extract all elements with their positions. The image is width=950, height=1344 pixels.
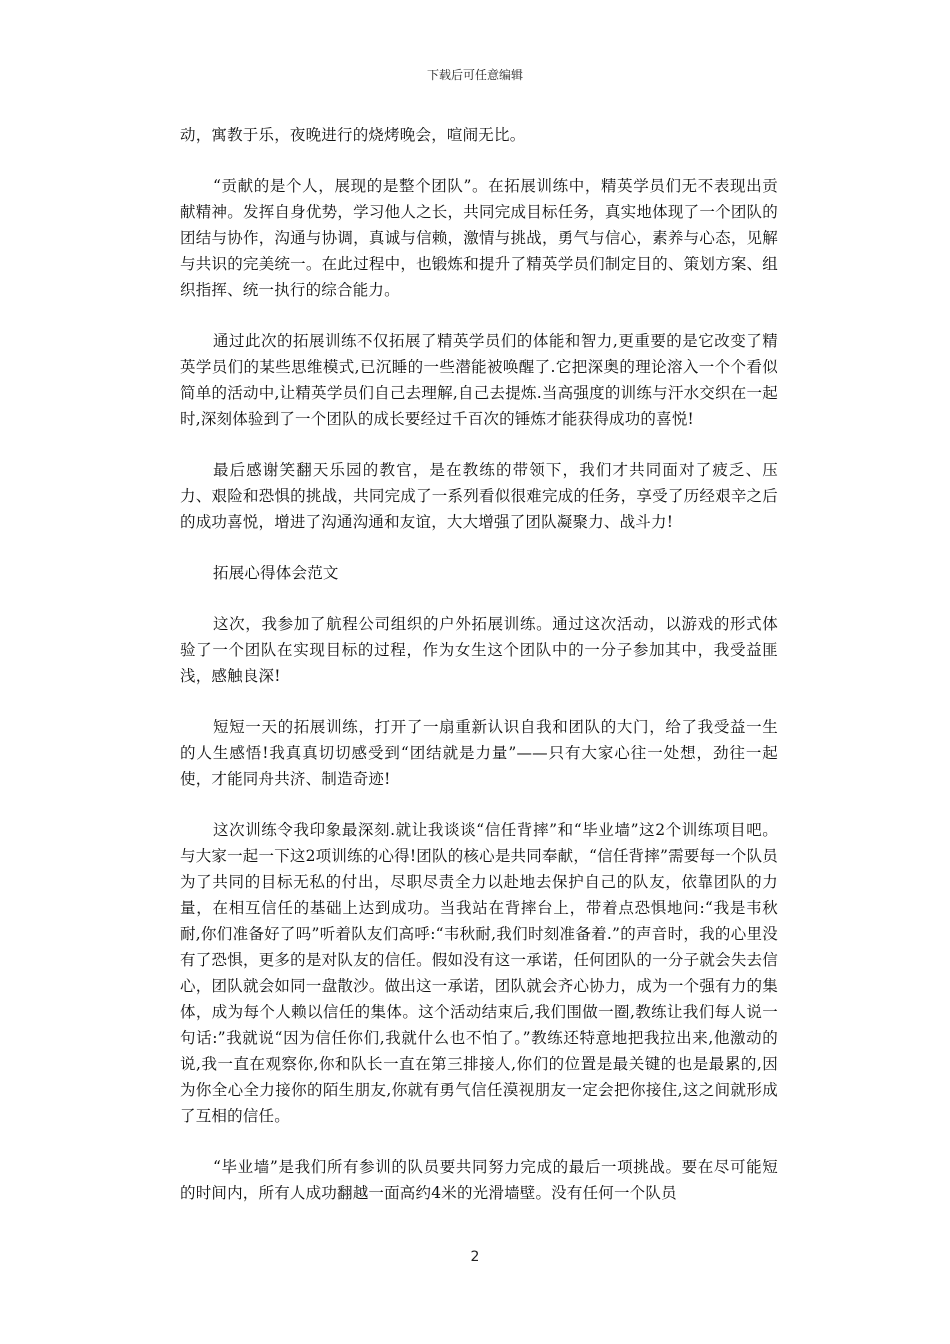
- document-body: [180, 122, 778, 1206]
- paragraph-training-benefits: 通过此次的拓展训练不仅拓展了精英学员们的体能和智力,更重要的是它改变了精英学员们的某些思维模式,已沉睡的一些潜能被唤醒了.它把深奥的理论溶入一个个看似简单的活动中,让精英学员们自己去理解,自己去提炼.当高强度的训练与汗水交织在一起时,深刻体验到了一个团队的成长要经过千百次的锤炼才能获得成功的喜悦!: [180, 332, 778, 428]
- paragraph-trust-fall: 这次训练令我印象最深刻.就让我谈谈“信任背摔”和“毕业墙”这2个训练项目吧。与大家一起一下这2项训练的心得!团队的核心是共同奉献，“信任背摔”需要每一个队员为了共同的目标无私的付出，尽职尽责全力以赴地去保护自己的队友，依靠团队的力量，在相互信任的基础上达到成功。当我站在背摔台上，带着点恐惧地问:“我是韦秋耐,你们准备好了吗”听着队友们高呼:“韦秋耐,我们时刻准备着.”的声音时，我的心里没有了恐惧，更多的是对队友的信任。假如没有这一承诺，任何团队的一分子就会失去信心，团队就会如同一盘散沙。做出这一承诺，团队就会齐心协力，成为一个强有力的集体，成为每个人赖以信任的集体。这个活动结束后,我们围做一圈,教练让我们每人说一句话:”我就说“因为信任你们,我就什么也不怕了。”教练还特意地把我拉出来,他激动的说,我一直在观察你,你和队长一直在第三排接人,你们的位置是最关键的也是最累的,因为你全心全力接你的陌生朋友,你就有勇气信任漠视朋友一定会把你接住,这之间就形成了互相的信任。: [180, 821, 778, 1125]
- paragraph-continuation: 动，寓教于乐，夜晚进行的烧烤晚会，喧闹无比。: [180, 126, 526, 144]
- page-number: 2: [470, 1249, 480, 1265]
- paragraph-thanks: 最后感谢笑翻天乐园的教官，是在教练的带领下，我们才共同面对了疲乏、压力、艰险和恐惧的挑战，共同完成了一系列看似很难完成的任务，享受了历经艰辛之后的成功喜悦，增进了沟通沟通和友谊，大大增强了团队凝聚力、战斗力!: [180, 461, 778, 531]
- page-header: 下载后可任意编辑: [426, 68, 523, 82]
- section-heading: 拓展心得体会范文: [213, 564, 339, 582]
- paragraph-intro: 这次，我参加了航程公司组织的户外拓展训练。通过这次活动，以游戏的形式体验了一个团队在实现目标的过程，作为女生这个团队中的一分子参加其中，我受益匪浅，感触良深!: [180, 615, 778, 685]
- paragraph-contribution: “贡献的是个人，展现的是整个团队”。在拓展训练中，精英学员们无不表现出贡献精神。发挥自身优势，学习他人之长，共同完成目标任务，真实地体现了一个团队的团结与协作，沟通与协调，真诚与信赖，激情与挑战，勇气与信心，素养与心态，见解与共识的完美统一。在此过程中，也锻炼和提升了精英学员们制定目的、策划方案、组织指挥、统一执行的综合能力。: [180, 177, 778, 299]
- paragraph-insight: 短短一天的拓展训练，打开了一扇重新认识自我和团队的大门，给了我受益一生的人生感悟!我真真切切感受到“团结就是力量”——只有大家心往一处想，劲往一起使，才能同舟共济、制造奇迹!: [180, 718, 778, 788]
- paragraph-graduation-wall: “毕业墙”是我们所有参训的队员要共同努力完成的最后一项挑战。要在尽可能短的时间内，所有人成功翻越一面高约4米的光滑墙壁。没有任何一个队员: [180, 1158, 778, 1202]
